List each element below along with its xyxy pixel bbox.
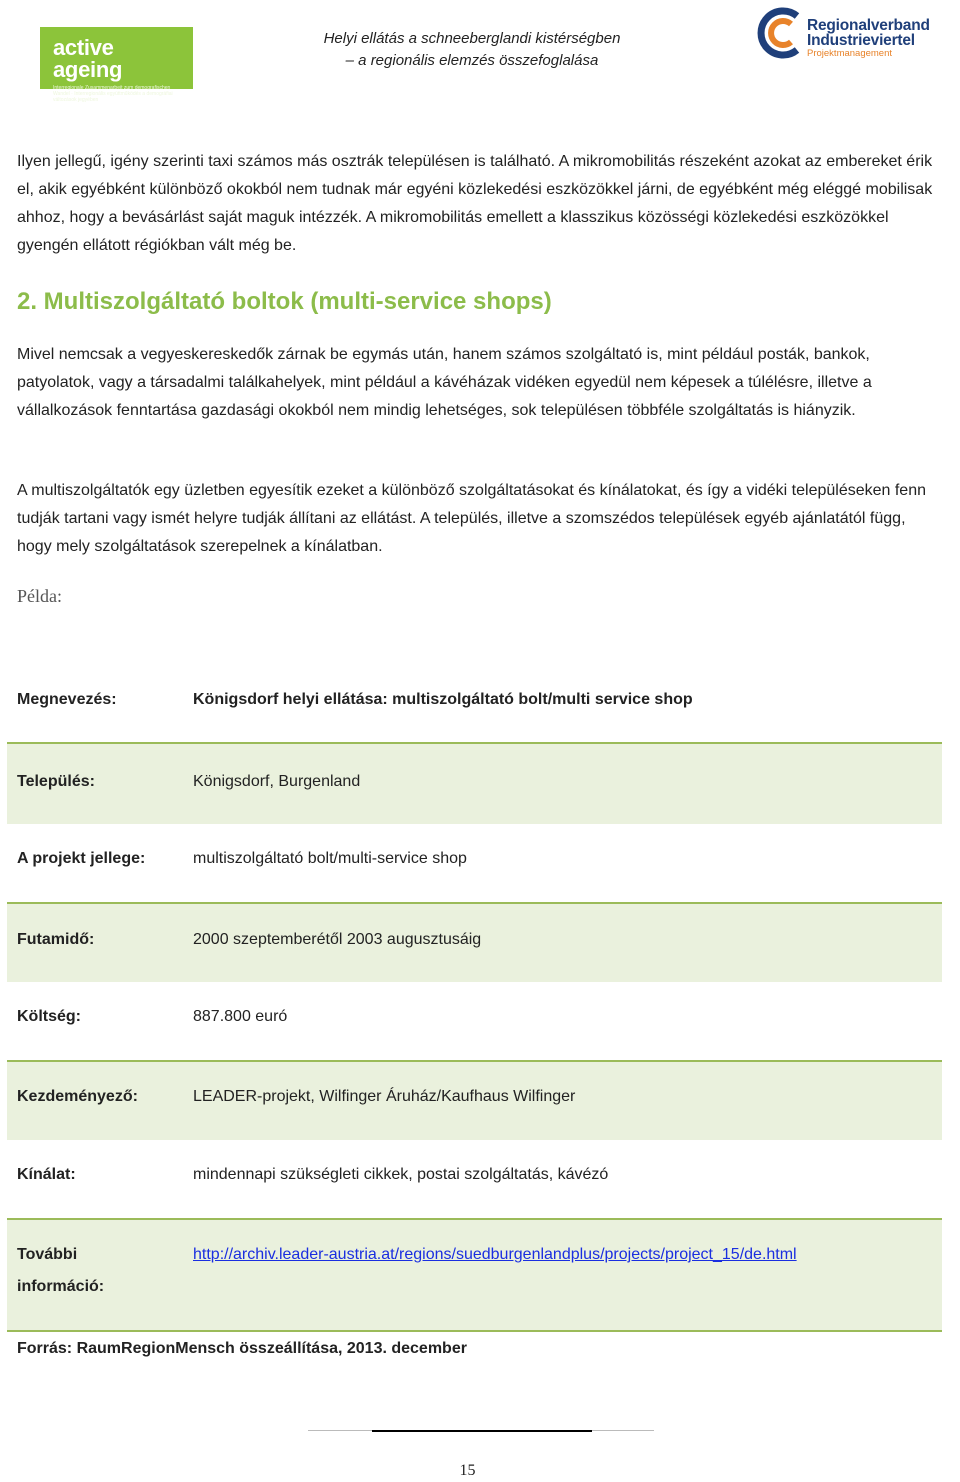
row-value: 887.800 euró bbox=[193, 1008, 288, 1025]
table-row bbox=[7, 902, 942, 982]
regionalverband-logo bbox=[757, 4, 957, 64]
table-row bbox=[7, 824, 942, 902]
row-label: Futamidő: bbox=[17, 931, 95, 948]
table-row bbox=[7, 982, 942, 1060]
table-row bbox=[7, 742, 942, 824]
intro-paragraph: Ilyen jellegű, igény szerinti taxi számos más osztrák településen is található. A mikromobilitás részeként azokat az embereket érik el, akik egyébként különböző okokból nem tudnak már egyéni közlekedési eszközökkel járni, de egyébként még eléggé mobilisak ahhoz, hogy a bevásárlást saját maguk intézzék. A mikromobilitás emellett a klasszikus közösségi közlekedési eszközökkel gyengén ellátott régiókban vált még be. bbox=[17, 153, 933, 254]
row-value: mindennapi szükségleti cikkek, postai szolgáltatás, kávézó bbox=[193, 1166, 609, 1183]
regionalverband-emblem-icon bbox=[757, 4, 805, 62]
row-label: Megnevezés: bbox=[17, 691, 117, 708]
row-label: Kezdeményező: bbox=[17, 1088, 138, 1105]
row-value: Königsdorf helyi ellátása: multiszolgáltató bolt/multi service shop bbox=[193, 691, 693, 708]
header-title-line2: – a regionális elemzés összefoglalása bbox=[345, 52, 599, 69]
document-header bbox=[292, 28, 652, 72]
row-label: Költség: bbox=[17, 1008, 81, 1025]
header-title-line1: Helyi ellátás a schneeberglandi kistérségben bbox=[323, 30, 621, 47]
page-number: 15 bbox=[459, 1462, 476, 1479]
table-row bbox=[7, 1140, 942, 1218]
row-label-line1: További bbox=[17, 1246, 78, 1263]
active-ageing-logo bbox=[40, 27, 193, 103]
row-label: A projekt jellege: bbox=[17, 850, 146, 867]
row-label-line2: információ: bbox=[17, 1278, 105, 1295]
example-label: Példa: bbox=[17, 586, 62, 606]
logo-tagline: Interregionale Zusammenarbeit zum demografischen Wandel · Interregionális együttműködés a demográfiai változások jegyében bbox=[53, 85, 173, 103]
paragraph-1: Mivel nemcsak a vegyeskereskedők zárnak be egymás után, hanem számos szolgáltató is, mint például posták, bankok, patyolatok, vagy a társadalmi találkahelyek, mint például a kávéházak vidéken egyedül nem képesek a túlélésre, illetve a vállalkozások fenntartása gazdasági okokból nem mindig lehetséges, sok településen többféle szolgáltatás is hiányzik. bbox=[17, 346, 872, 419]
more-info-link[interactable]: http://archiv.leader-austria.at/regions/suedburgenlandplus/projects/project_15/de.html bbox=[193, 1246, 797, 1263]
row-value: LEADER-projekt, Wilfinger Áruház/Kaufhaus Wilfinger bbox=[193, 1088, 576, 1105]
logo-line2: Industrieviertel bbox=[807, 32, 915, 49]
table-row bbox=[7, 678, 942, 742]
table-bottom-rule bbox=[7, 1330, 942, 1332]
logo-line1: Regionalverband bbox=[807, 17, 930, 34]
footer-divider-accent bbox=[372, 1430, 592, 1432]
source-note: Forrás: RaumRegionMensch összeállítása, 2013. december bbox=[17, 1340, 467, 1357]
row-label: Település: bbox=[17, 773, 95, 790]
logo-name: active ageing bbox=[53, 35, 123, 82]
row-label: Kínálat: bbox=[17, 1166, 76, 1183]
row-value: Königsdorf, Burgenland bbox=[193, 773, 361, 790]
row-value: 2000 szeptemberétől 2003 augusztusáig bbox=[193, 931, 482, 948]
paragraph-2: A multiszolgáltatók egy üzletben egyesítik ezeket a különböző szolgáltatásokat és kínálatokat, és így a vidéki településeken fenn tudják tartani vagy ismét helyre tudják állítani az ellátást. A település, illetve a szomszédos települések egyéb ajánlatától függ, hogy mely szolgáltatások szerepelnek a kínálatban. bbox=[17, 482, 926, 555]
row-value: multiszolgáltató bolt/multi-service shop bbox=[193, 850, 467, 867]
logo-line3: Projektmanagement bbox=[807, 48, 893, 59]
table-row bbox=[7, 1060, 942, 1140]
table-row bbox=[7, 1218, 942, 1330]
section-heading: 2. Multiszolgáltató boltok (multi-service shops) bbox=[17, 288, 552, 315]
